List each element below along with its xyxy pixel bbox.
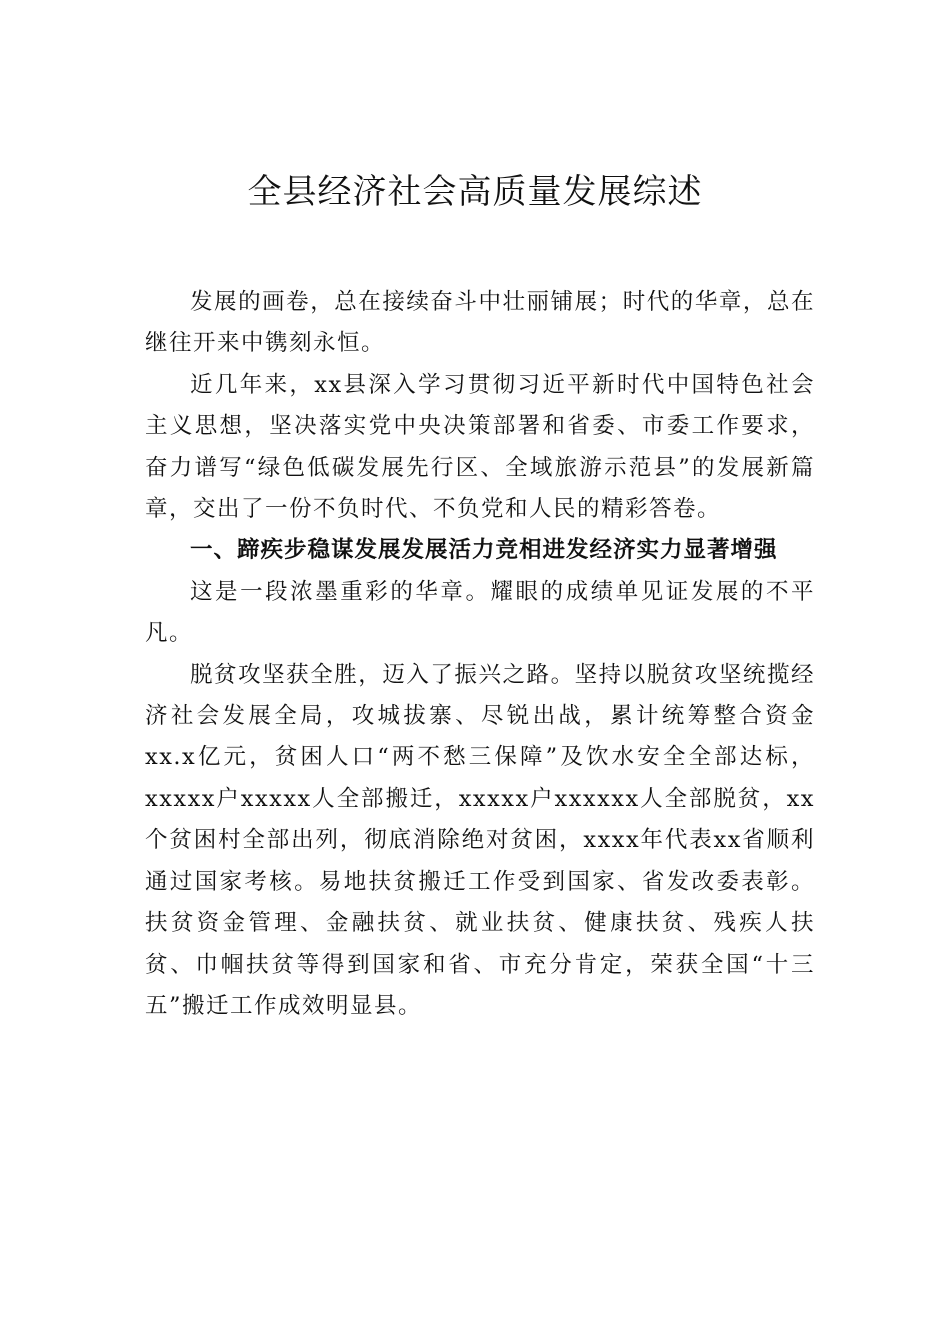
document-body — [145, 282, 815, 1027]
section-1-heading: 一、蹄疾步稳谋发展发展活力竞相进发经济实力显著增强 — [190, 537, 778, 564]
intro-paragraph-1: 发展的画卷，总在接续奋斗中壮丽铺展；时代的华章，总在继往开来中镌刻永恒。 — [145, 289, 815, 357]
document-title: 全县经济社会高质量发展综述 — [247, 172, 703, 212]
section-1-paragraph-2: 脱贫攻坚获全胜，迈入了振兴之路。坚持以脱贫攻坚统揽经济社会发展全局，攻城拔寨、尽锐出战，累计统筹整合资金xx.x亿元，贫困人口“两不愁三保障”及饮水安全全部达标，xxxxx户xxxxx人全部搬迁，xxxxx户xxxxxx人全部脱贫，xx个贫困村全部出列，彻底消除绝对贫困，xxxx年代表xx省顺利通过国家考核。易地扶贫搬迁工作受到国家、省发改委表彰。扶贫资金管理、金融扶贫、就业扶贫、健康扶贫、残疾人扶贫、巾帼扶贫等得到国家和省、市充分肯定，荣获全国“十三五”搬迁工作成效明显县。 — [145, 661, 815, 1019]
intro-paragraph-2: 近几年来，xx县深入学习贯彻习近平新时代中国特色社会主义思想，坚决落实党中央决策部署和省委、市委工作要求，奋力谱写“绿色低碳发展先行区、全域旅游示范县”的发展新篇章，交出了一份不负时代、不负党和人民的精彩答卷。 — [145, 371, 815, 523]
section-1-paragraph-1: 这是一段浓墨重彩的华章。耀眼的成绩单见证发展的不平凡。 — [145, 578, 815, 647]
